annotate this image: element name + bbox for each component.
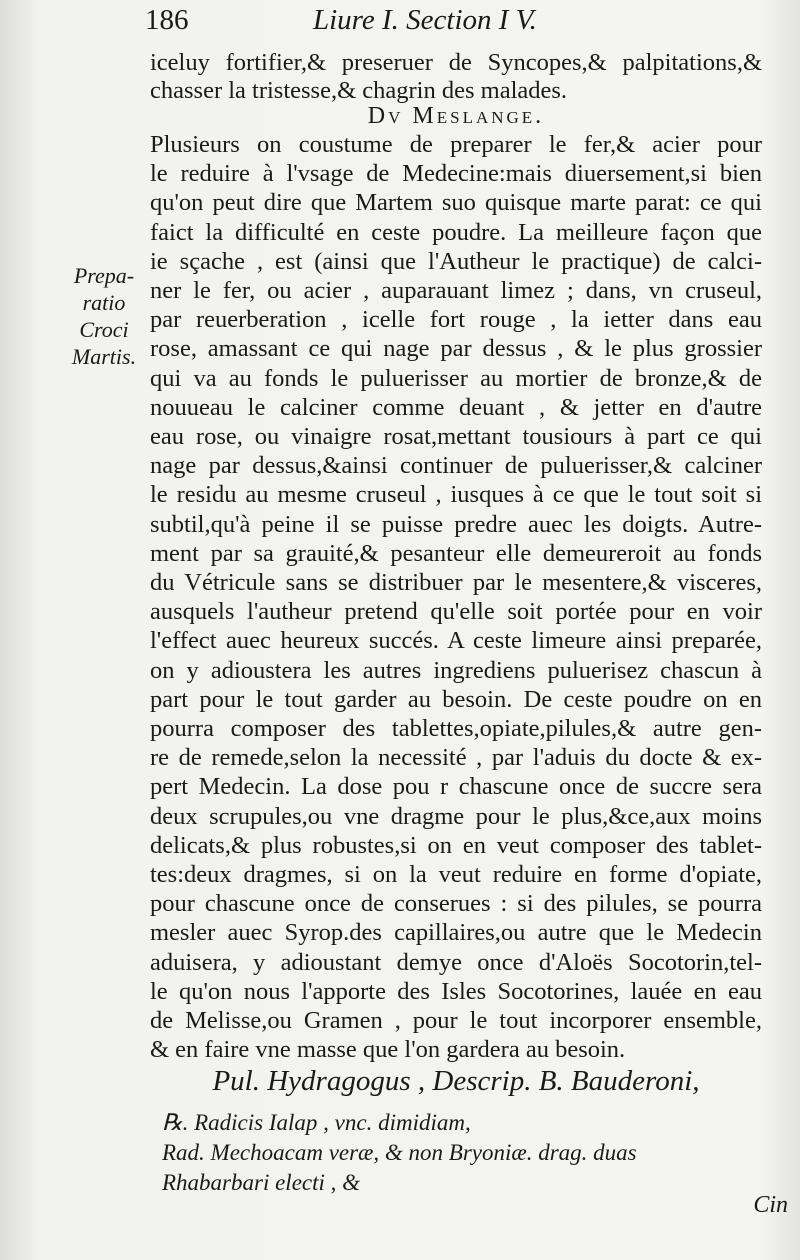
margin-note-line: Prepa- <box>73 263 135 288</box>
text-line: tes:deux dragmes, si on la veut reduire en forme d'opiate, <box>150 861 762 888</box>
recipe-line: Rhabarbari electi , & <box>162 1170 361 1195</box>
text-line: part pour le tout garder au besoin. De ceste poudre on en <box>150 685 762 713</box>
recipe-title: Pul. Hydragogus , Descrip. B. Bauderoni, <box>212 1065 700 1097</box>
section-title: Dv Meslange. <box>367 103 545 129</box>
text-line: eau rose, ou vinaigre rosat,mettant tousiours à part ce qui <box>150 423 762 450</box>
text-line: re de remede,selon la necessité , par l'aduis du docte & ex- <box>150 744 762 772</box>
text-line: du Vétricule sans se distribuer par le mesentere,& visceres, <box>150 569 762 596</box>
recipe-line: ℞. Radicis Ialap , vnc. dimidiam, <box>162 1110 471 1135</box>
text-line: chasser la tristesse,& chagrin des malades. <box>150 77 568 104</box>
text-line: rose, amassant ce qui nage par dessus , & le plus grossier <box>150 335 762 363</box>
text-line: ner le fer, ou acier , auparauant limez ; dans, vn cruseul, <box>150 277 762 304</box>
margin-note-line: ratio <box>82 290 126 315</box>
text-line: faict la difficulté en ceste poudre. La meilleure façon que <box>150 218 762 246</box>
text-line: ie sçache , est (ainsi que l'Autheur le practique) de calci- <box>150 247 762 275</box>
catchword: Cin <box>753 1192 788 1218</box>
text-line: deux scrupules,ou vne dragme pour le plus,&ce,aux moins <box>150 802 762 830</box>
margin-note-line: Croci <box>79 317 129 342</box>
margin-note <box>58 262 150 370</box>
text-line: mesler auec Syrop.des capillaires,ou autre que le Medecin <box>150 919 762 947</box>
text-line: nouueau le calciner comme deuant , & jetter en d'autre <box>150 393 762 421</box>
text-line: on y adioustera les autres ingrediens puluerisez chascun à <box>150 656 762 684</box>
text-line: delicats,& plus robustes,si on en veut composer des tablet- <box>150 831 762 859</box>
text-line: de Melisse,ou Gramen , pour le tout incorporer ensemble, <box>150 1007 762 1034</box>
text-line: aduisera, y adioustant demye once d'Aloës Socotorin,tel- <box>150 948 762 976</box>
text-line: le reduire à l'vsage de Medecine:mais diuersement,si bien <box>150 160 762 188</box>
running-title: Liure I. Section I V. <box>313 4 537 36</box>
text-line: le residu au mesme cruseul , iusques à ce que le tout soit si <box>150 481 762 509</box>
recipe-line: Rad. Mechoacam veræ, & non Bryoniæ. drag. duas <box>162 1140 637 1165</box>
page-header <box>145 4 785 44</box>
text-line: & en faire vne masse que l'on gardera au besoin. <box>150 1036 626 1064</box>
text-line: pourra composer des tablettes,opiate,pilules,& autre gen- <box>150 715 762 742</box>
page-number: 186 <box>145 4 189 36</box>
text-line: subtil,qu'à peine il se puisse predre auec les doigts. Autre- <box>150 510 762 538</box>
text-line: l'effect auec heureux succés. A ceste limeure ainsi preparée, <box>150 627 762 655</box>
text-line: qu'on peut dire que Martem suo quisque marte parat: ce qui <box>150 189 762 217</box>
text-line: le qu'on nous l'apporte des Isles Socotorines, lauée en eau <box>150 977 762 1005</box>
text-line: iceluy fortifier,& preseruer de Syncopes,& palpitations,& <box>150 49 762 76</box>
text-line: par reuerberation , icelle fort rouge , la ietter dans eau <box>150 306 762 334</box>
text-line: nage par dessus,&ainsi continuer de puluerisser,& calciner <box>150 452 762 480</box>
text-line: pert Medecin. La dose pou r chascune once de succre sera <box>150 773 762 801</box>
text-line: qui va au fonds le puluerisser au mortier de bronze,& de <box>150 364 762 392</box>
text-line: Plusieurs on coustume de preparer le fer,& acier pour <box>150 131 762 158</box>
margin-note-line: Martis. <box>71 344 137 369</box>
text-line: pour chascune once de conserues : si des pilules, se pourra <box>150 890 762 918</box>
text-line: ment par sa grauité,& pesanteur elle demeureroit au fonds <box>150 539 762 567</box>
text-line: ausquels l'autheur pretend qu'elle soit portée pour en voir <box>150 598 762 626</box>
